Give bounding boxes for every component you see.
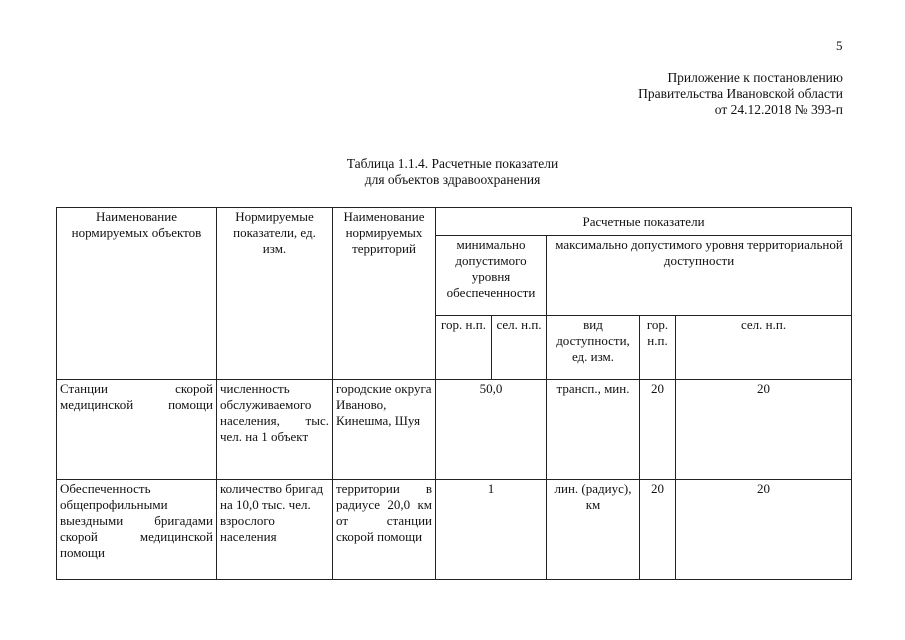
row-max-gor: 20 (640, 480, 676, 580)
header-gor-np-min: гор. н.п. (436, 316, 492, 380)
appendix-line-2: Правительства Ивановской области (638, 86, 843, 101)
header-territory: Наименование нормируемых территорий (333, 208, 436, 380)
row-max-gor: 20 (640, 380, 676, 480)
row-min-value: 50,0 (436, 380, 547, 480)
row-indicator: численность обслуживаемого населения, тыс. чел. на 1 объект (217, 380, 333, 480)
header-indicator: Нормируемые показатели, ед. изм. (217, 208, 333, 380)
row-access-type: трансп., мин. (547, 380, 640, 480)
header-object-name: Наименование нормируемых объектов (57, 208, 217, 380)
row-territory: территории в радиусе 20,0 км от станции скорой помощи (333, 480, 436, 580)
row-max-sel: 20 (676, 380, 852, 480)
row-object: Обеспеченность общепрофильными выездными бригадами скорой медицинской помощи (57, 480, 217, 580)
table-title (0, 156, 905, 188)
header-access-type: вид доступности, ед. изм. (547, 316, 640, 380)
page-number: 5 (836, 38, 843, 53)
table-title-line-1: Таблица 1.1.4. Расчетные показатели (346, 156, 559, 171)
table-row (57, 380, 852, 480)
header-min-level: минимально допустимого уровня обеспеченности (436, 236, 547, 316)
row-object: Станции скорой медицинской помощи (57, 380, 217, 480)
appendix-line-1: Приложение к постановлению (667, 70, 843, 85)
header-sel-np-min: сел. н.п. (492, 316, 547, 380)
table-title-line-2: для объектов здравоохранения (364, 172, 541, 187)
table-row (57, 480, 852, 580)
row-max-sel: 20 (676, 480, 852, 580)
header-sel-np-max: сел. н.п. (676, 316, 852, 380)
appendix-header (638, 70, 843, 118)
row-indicator: количество бригад на 10,0 тыс. чел. взрослого населения (217, 480, 333, 580)
header-max-level: максимально допустимого уровня территориальной доступности (547, 236, 852, 316)
appendix-line-3: от 24.12.2018 № 393-п (714, 102, 843, 117)
row-access-type: лин. (радиус), км (547, 480, 640, 580)
row-min-value: 1 (436, 480, 547, 580)
header-gor-np-max: гор. н.п. (640, 316, 676, 380)
header-calculated-indicators: Расчетные показатели (436, 208, 852, 236)
indicators-table (56, 207, 852, 580)
row-territory: городские округа Иваново, Кинешма, Шуя (333, 380, 436, 480)
